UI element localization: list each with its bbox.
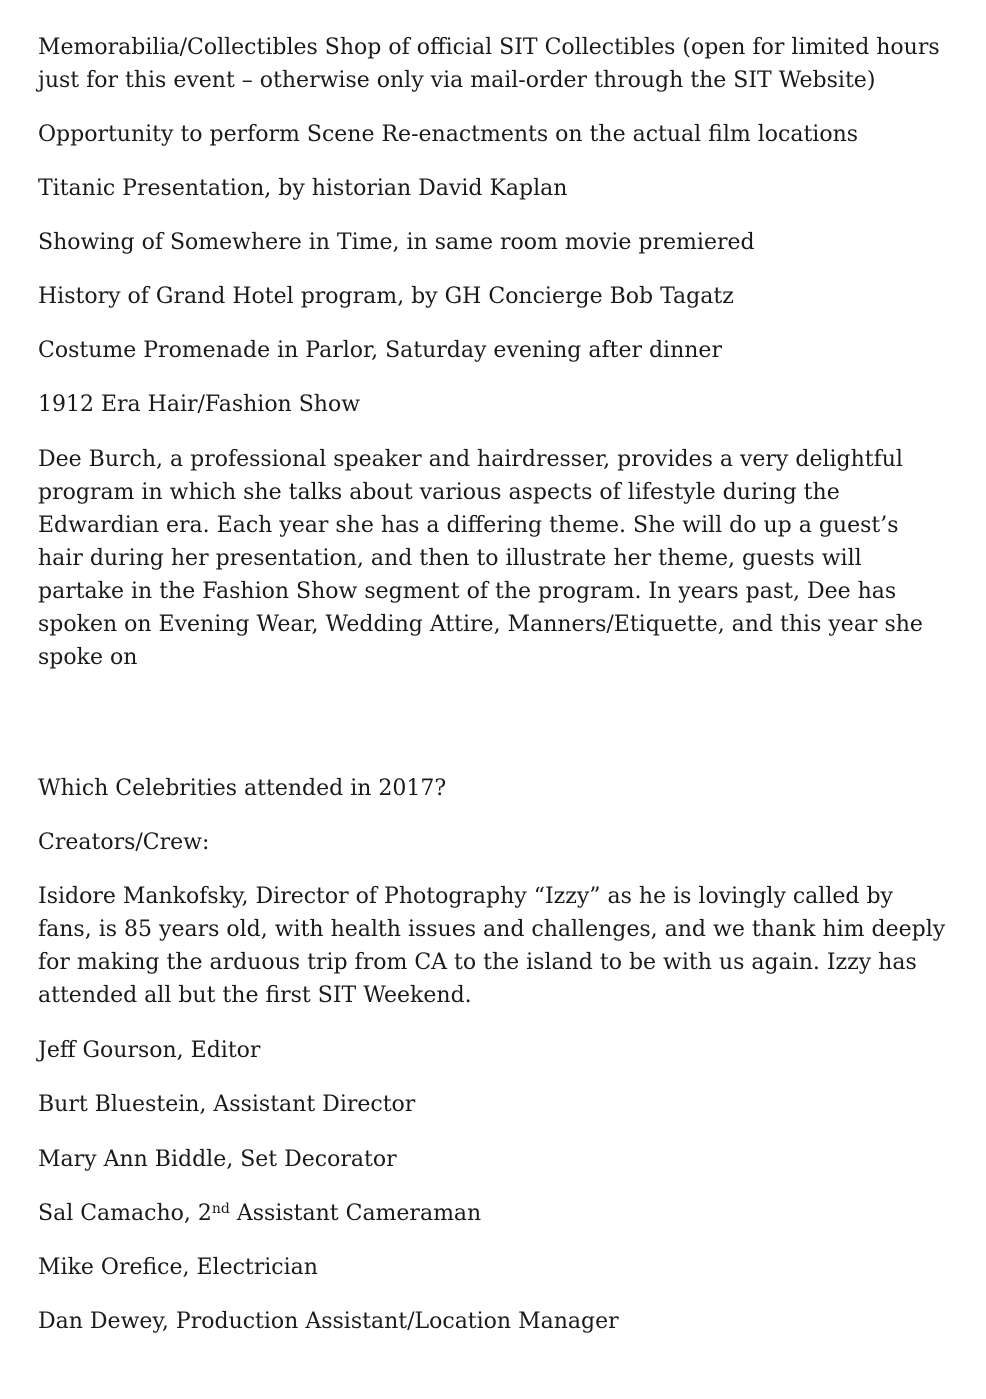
crew-item: Mary Ann Biddle, Set Decorator [38, 1147, 397, 1172]
memorabilia-item: Memorabilia/Collectibles Shop of official SIT Collectibles (open for limited hours just for this event – otherwise only via mail-order through the SIT Website) [38, 35, 940, 93]
ordinal-superscript: nd [211, 1201, 230, 1217]
crew-name-text: Sal Camacho, 2 [38, 1201, 212, 1226]
crew-item: Jeff Gourson, Editor [38, 1038, 261, 1063]
dee-burch-paragraph: Dee Burch, a professional speaker and hairdresser, provides a very delightful program in which she talks about various aspects of lifestyle during the Edwardian era. Each year she has a differing theme. She will do up a guest’s hair during her presentation, and then to illustrate her theme, guests will partake in the Fashion Show segment of the program. In years past, Dee has spoken on Evening Wear, Wedding Attire, Manners/Etiquette, and this year she spoke on [38, 447, 923, 670]
creators-heading: Creators/Crew: [38, 830, 210, 855]
scene-reenactments-item: Opportunity to perform Scene Re-enactments on the actual film locations [38, 122, 859, 147]
fashion-show-item: 1912 Era Hair/Fashion Show [38, 392, 361, 417]
crew-role-text: Assistant Cameraman [229, 1201, 482, 1226]
titanic-presentation-item: Titanic Presentation, by historian David Kaplan [38, 176, 568, 201]
celebrities-heading: Which Celebrities attended in 2017? [38, 776, 447, 801]
movie-showing-item: Showing of Somewhere in Time, in same room movie premiered [38, 230, 755, 255]
crew-item: Burt Bluestein, Assistant Director [38, 1092, 416, 1117]
izzy-paragraph: Isidore Mankofsky, Director of Photography “Izzy” as he is lovingly called by fans, is 85 years old, with health issues and challenges, and we thank him deeply for making the arduous trip from CA to the island to be with us again. Izzy has attended all but the first SIT Weekend. [38, 884, 946, 1008]
crew-item-sal-camacho [38, 1197, 948, 1230]
crew-item: Mike Orefice, Electrician [38, 1255, 318, 1280]
costume-promenade-item: Costume Promenade in Parlor, Saturday evening after dinner [38, 338, 722, 363]
grand-hotel-history-item: History of Grand Hotel program, by GH Concierge Bob Tagatz [38, 284, 734, 309]
crew-item: Dan Dewey, Production Assistant/Location Manager [38, 1309, 619, 1334]
